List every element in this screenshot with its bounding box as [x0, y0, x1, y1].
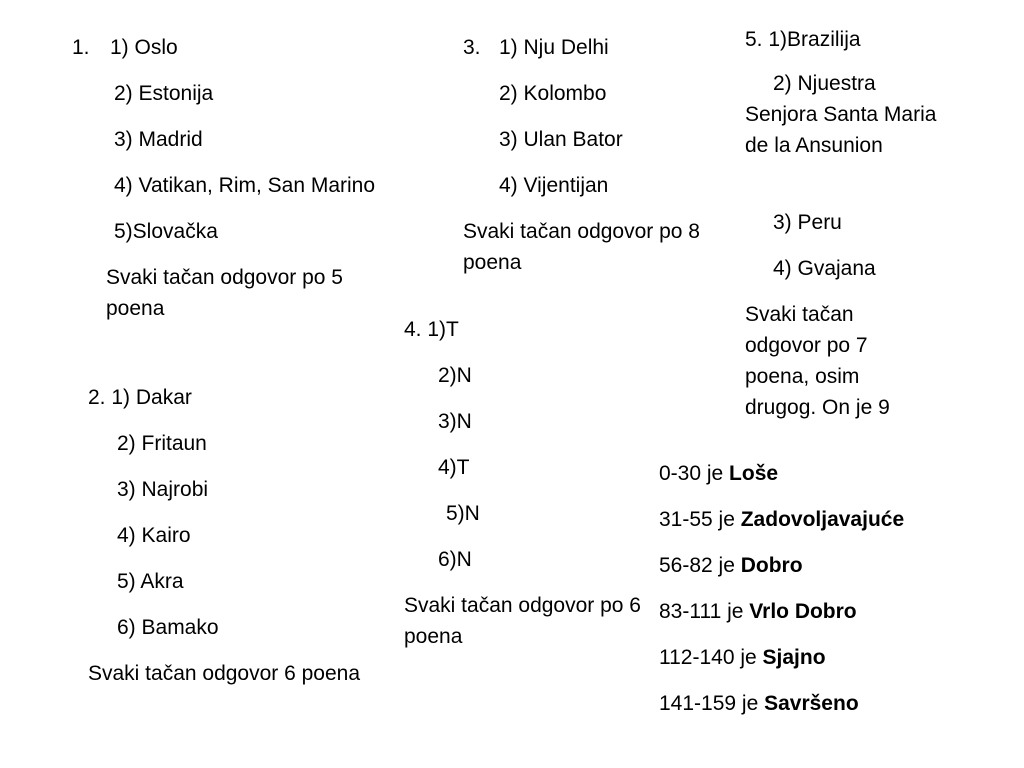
section1-item-1 [72, 36, 178, 60]
section4-item-6: 6)N [438, 548, 472, 571]
grade-row [659, 646, 826, 670]
grade-row [659, 554, 803, 578]
section5-item-3: 3) Peru [773, 211, 842, 234]
grade-row [659, 692, 859, 716]
section3-item-3: 3) Ulan Bator [499, 128, 623, 151]
section3-note: Svaki tačan odgovor po 8 poena [463, 220, 700, 274]
grade-range: 112-140 je [659, 646, 763, 669]
section4-item-1: 4. 1)T [404, 318, 459, 341]
grade-label: Zadovoljavajuće [740, 508, 905, 531]
grade-label: Loše [729, 462, 779, 485]
grade-row [659, 600, 857, 624]
section3-number: 3. [463, 36, 481, 59]
grade-range: 31-55 je [659, 508, 741, 531]
section1-item-4: 4) Vatikan, Rim, San Marino [114, 174, 376, 197]
grade-label: Dobro [740, 554, 803, 577]
section1-item-2: 2) Estonija [114, 82, 214, 105]
section2-item-1: 2. 1) Dakar [88, 386, 192, 409]
grade-range: 141-159 je [659, 692, 765, 715]
section3-item-1-text: 1) Nju Delhi [499, 36, 609, 59]
section1-item-3: 3) Madrid [114, 128, 203, 151]
section2-item-4: 4) Kairo [117, 524, 191, 547]
section3-item-2: 2) Kolombo [499, 82, 607, 105]
section5-item-4: 4) Gvajana [773, 257, 876, 280]
section5-item-2: 2) Njuestra Senjora Santa Maria de la Ansunion [745, 72, 937, 157]
grade-row [659, 462, 778, 486]
section4-item-4: 4)T [438, 456, 470, 479]
section1-note: Svaki tačan odgovor po 5 poena [106, 266, 343, 320]
grade-row [659, 508, 904, 532]
grade-label: Vrlo Dobro [749, 600, 857, 623]
section5-item-1: 5. 1)Brazilija [745, 28, 861, 51]
section3-item-4: 4) Vijentijan [499, 174, 609, 197]
grade-range: 83-111 je [659, 600, 750, 623]
grade-label: Sjajno [762, 646, 826, 669]
section2-item-3: 3) Najrobi [117, 478, 209, 501]
section4-item-5: 5)N [446, 502, 480, 525]
section2-note: Svaki tačan odgovor 6 poena [88, 662, 361, 685]
section4-note: Svaki tačan odgovor po 6 poena [404, 594, 641, 648]
section4-item-3: 3)N [438, 410, 472, 433]
section1-item-5: 5)Slovačka [114, 220, 218, 243]
section2-item-6: 6) Bamako [117, 616, 219, 639]
section1-number: 1. [72, 36, 90, 59]
section3-item-1 [463, 36, 609, 60]
section2-item-5: 5) Akra [117, 570, 184, 593]
section5-note: Svaki tačan odgovor po 7 poena, osim drugog. On je 9 [745, 303, 890, 419]
section1-item-1-text: 1) Oslo [110, 36, 178, 59]
grade-label: Savršeno [764, 692, 859, 715]
section4-item-2: 2)N [438, 364, 472, 387]
section2-item-2: 2) Fritaun [117, 432, 207, 455]
grade-range: 56-82 je [659, 554, 741, 577]
grade-range: 0-30 je [659, 462, 730, 485]
